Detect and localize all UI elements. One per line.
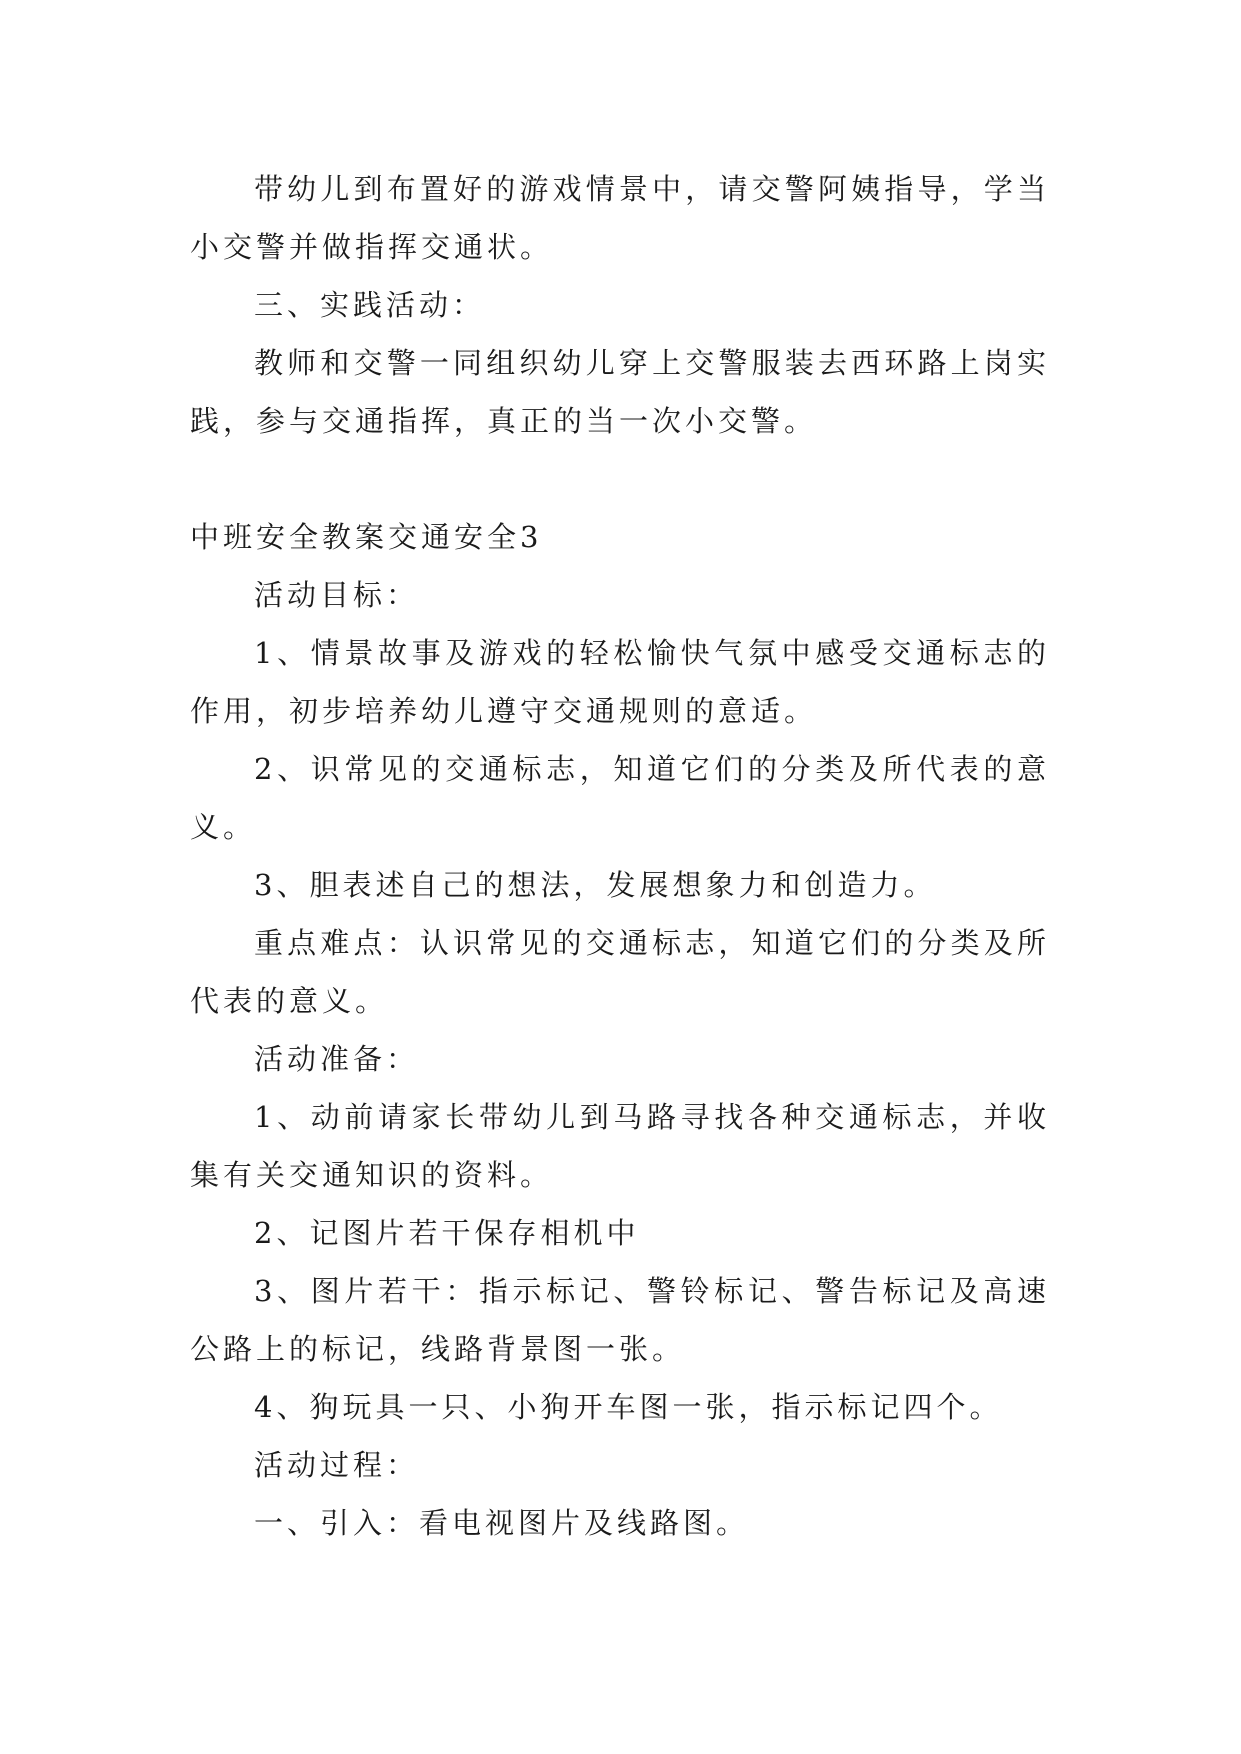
paragraph: 1、动前请家长带幼儿到马路寻找各种交通标志，并收集有关交通知识的资料。 bbox=[190, 1100, 1050, 1192]
paragraph: 一、引入：看电视图片及线路图。 bbox=[254, 1506, 750, 1540]
paragraph: 1、情景故事及游戏的轻松愉快气氛中感受交通标志的作用，初步培养幼儿遵守交通规则的意适。 bbox=[190, 636, 1050, 728]
paragraph: 活动目标： bbox=[254, 578, 420, 612]
paragraph: 2、记图片若干保存相机中 bbox=[254, 1216, 640, 1250]
paragraph: 重点难点：认识常见的交通标志，知道它们的分类及所代表的意义。 bbox=[190, 926, 1050, 1018]
paragraph: 教师和交警一同组织幼儿穿上交警服装去西环路上岗实践，参与交通指挥，真正的当一次小交警。 bbox=[190, 346, 1050, 438]
paragraph: 2、识常见的交通标志，知道它们的分类及所代表的意义。 bbox=[190, 752, 1050, 844]
paragraph: 3、胆表述自己的想法，发展想象力和创造力。 bbox=[254, 868, 937, 902]
paragraph: 带幼儿到布置好的游戏情景中，请交警阿姨指导，学当小交警并做指挥交通状。 bbox=[190, 172, 1050, 264]
section-title: 中班安全教案交通安全3 bbox=[190, 520, 543, 554]
paragraph: 活动准备： bbox=[254, 1042, 420, 1076]
paragraph: 4、狗玩具一只、小狗开车图一张，指示标记四个。 bbox=[254, 1390, 1003, 1424]
paragraph: 3、图片若干：指示标记、警铃标记、警告标记及高速公路上的标记，线路背景图一张。 bbox=[190, 1274, 1050, 1366]
paragraph: 活动过程： bbox=[254, 1448, 420, 1482]
paragraph: 三、实践活动： bbox=[254, 288, 486, 322]
document-body bbox=[190, 160, 1050, 1552]
